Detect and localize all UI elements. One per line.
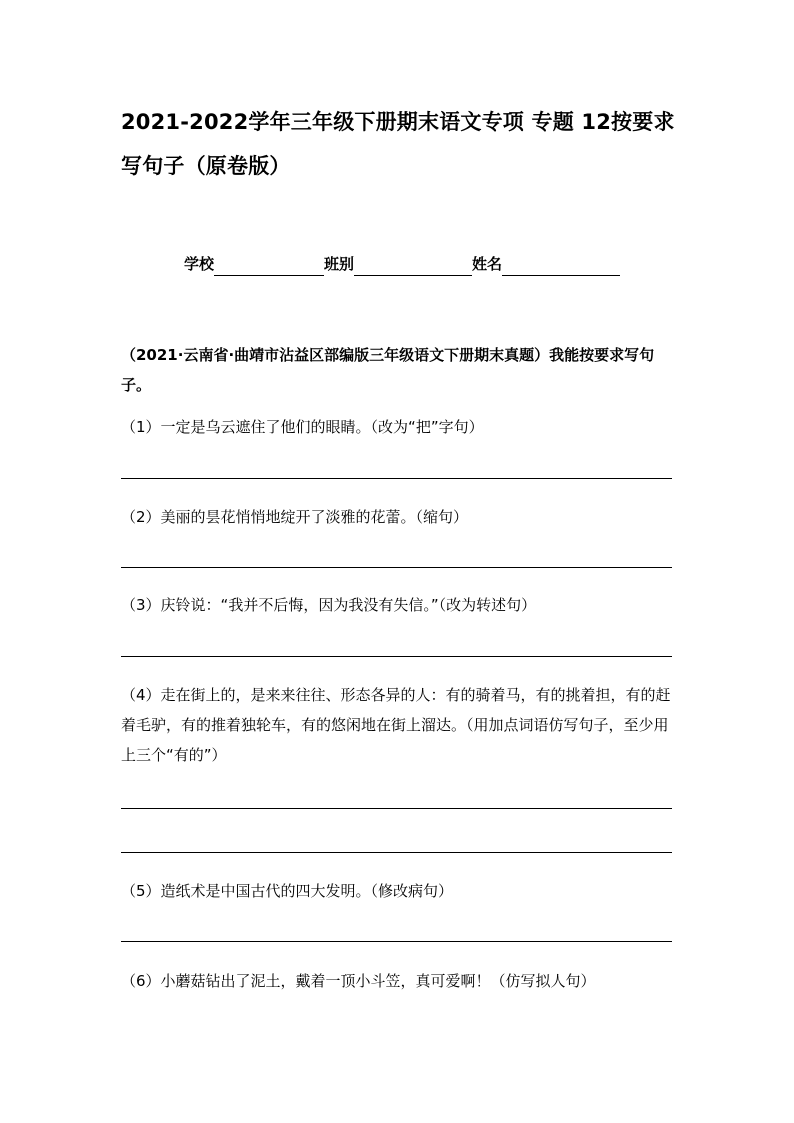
page-title: 2021-2022学年三年级下册期末语文专项 专题 12按要求写句子（原卷版） (121, 110, 675, 178)
answer-line-3[interactable] (121, 656, 672, 657)
question-intro: （2021·云南省·曲靖市沾益区部编版三年级语文下册期末真题）我能按要求写句子。 (121, 346, 655, 394)
student-info-row (184, 252, 620, 276)
answer-line-5[interactable] (121, 941, 672, 942)
school-blank[interactable] (214, 255, 324, 276)
question-3: （3）庆铃说：“我并不后悔，因为我没有失信。”（改为转述句） (121, 596, 537, 614)
name-blank[interactable] (502, 255, 620, 276)
school-label: 学校 (184, 255, 215, 273)
answer-line-4b[interactable] (121, 852, 672, 853)
question-2: （2）美丽的昙花悄悄地绽开了淡雅的花蕾。（缩句） (121, 508, 469, 526)
answer-line-4a[interactable] (121, 808, 672, 809)
answer-line-2[interactable] (121, 567, 672, 568)
name-label: 姓名 (472, 255, 503, 273)
class-label: 班别 (324, 255, 355, 273)
question-5: （5）造纸术是中国古代的四大发明。（修改病句） (121, 882, 454, 900)
question-6: （6）小蘑菇钻出了泥土，戴着一顶小斗笠，真可爱啊！（仿写拟人句） (121, 972, 596, 990)
question-1: （1）一定是乌云遮住了他们的眼睛。（改为“把”字句） (121, 418, 484, 436)
question-4: （4）走在街上的，是来来往往、形态各异的人：有的骑着马，有的挑着担，有的赶着毛驴，有的推着独轮车，有的悠闲地在街上溜达。（用加点词语仿写句子，至少用上三个“有的”） (121, 686, 671, 764)
answer-line-1[interactable] (121, 478, 672, 479)
class-blank[interactable] (354, 255, 472, 276)
